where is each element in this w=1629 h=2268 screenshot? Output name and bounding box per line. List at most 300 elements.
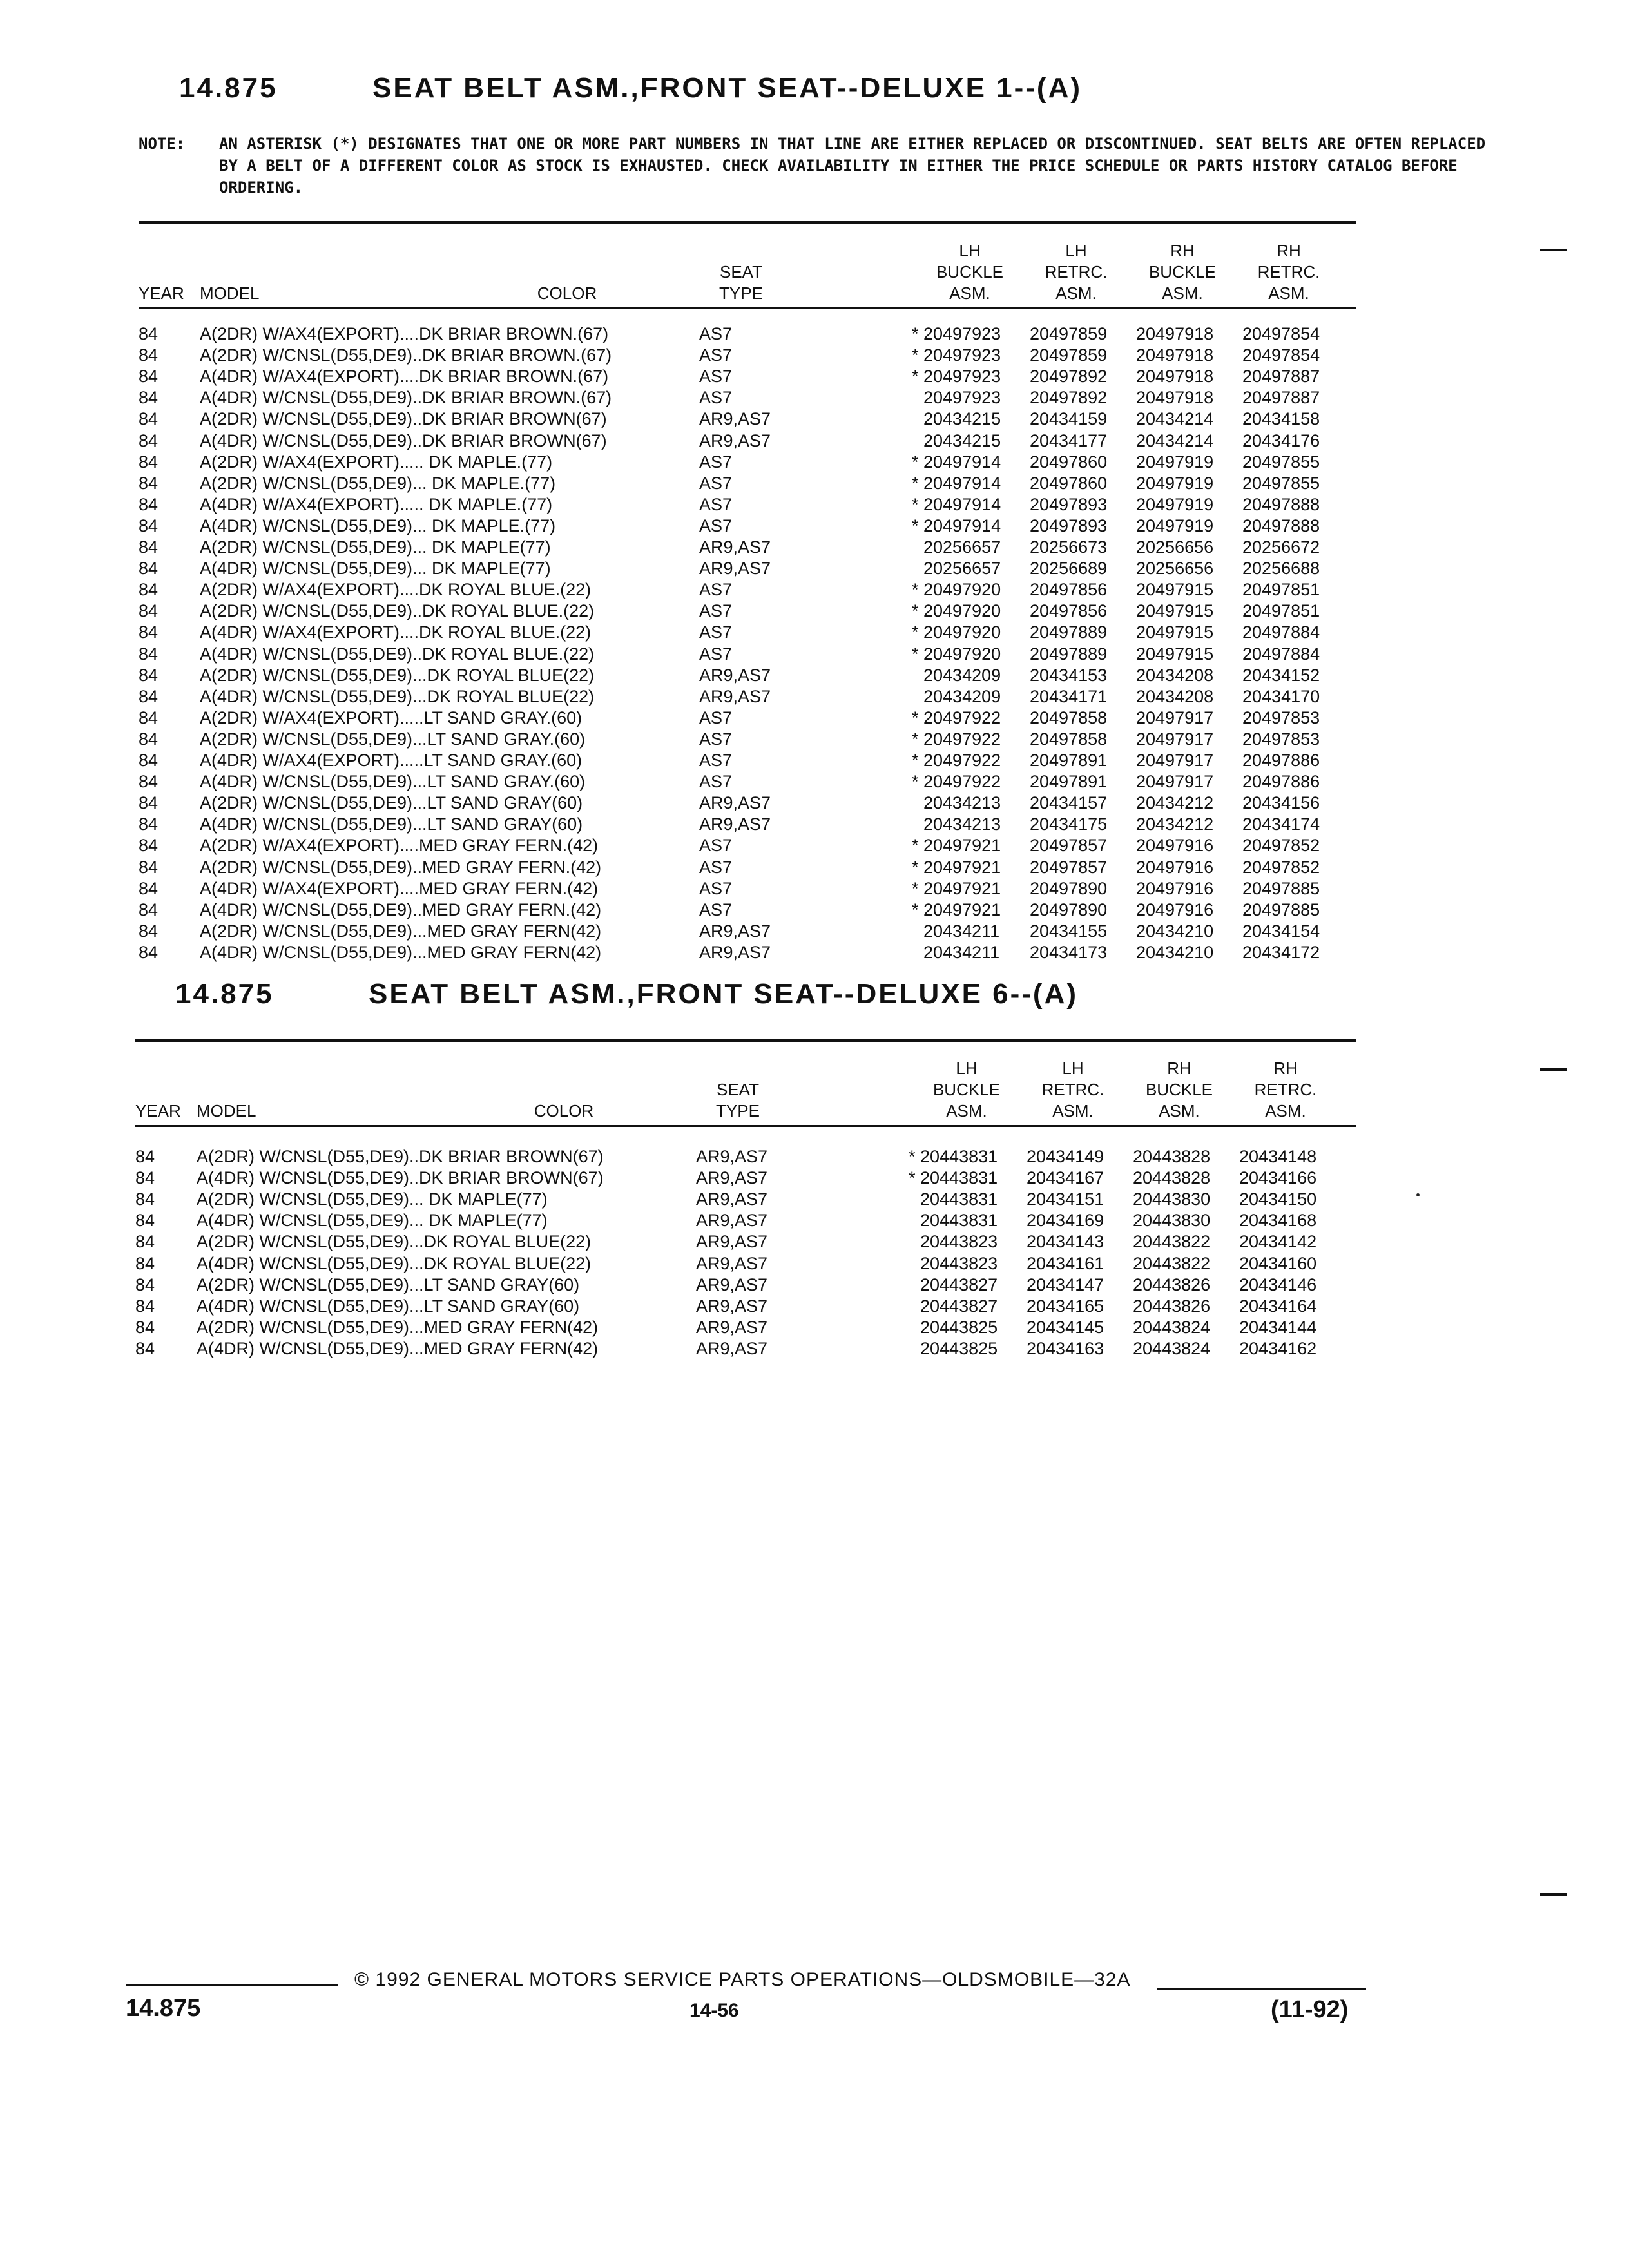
- rh-buckle-cell: 20497919: [1136, 452, 1214, 472]
- lh-buckle-cell: 20497922: [923, 772, 1001, 792]
- asterisk-marker: *: [912, 644, 919, 664]
- seat-type-cell: AR9,AS7: [699, 921, 771, 941]
- rh-retrc-cell: 20256672: [1242, 537, 1320, 557]
- year-cell: 84: [139, 899, 159, 919]
- lh-retrc-cell: 20497859: [1030, 345, 1108, 365]
- header-color: COLOR: [537, 284, 597, 303]
- rh-retrc-cell: 20497855: [1242, 452, 1320, 472]
- header-rh-retrc: [1240, 240, 1337, 304]
- asterisk-marker: *: [912, 857, 919, 877]
- table-row: [135, 1254, 1629, 1275]
- lh-buckle-cell: 20497920: [923, 644, 1001, 664]
- year-cell: 84: [139, 751, 159, 770]
- seat-type-cell: AR9,AS7: [699, 686, 771, 706]
- year-cell: 84: [139, 388, 159, 408]
- rh-retrc-cell: 20256688: [1242, 559, 1320, 579]
- note-text: AN ASTERISK (*) DESIGNATES THAT ONE OR MORE PART NUMBERS IN THAT LINE ARE EITHER REPLACED OR DISCONTINUED. SEAT BELTS ARE OFTEN REPLACED BY A BELT OF A DIFFERENT COLOR AS STOCK IS EXHAUSTED. CHECK AVAILABILITY IN EITHER THE PRICE SCHEDULE OR PARTS HISTORY CATALOG BEFORE ORDERING.: [219, 135, 1486, 197]
- rh-buckle-cell: 20443830: [1133, 1189, 1211, 1209]
- table-row: [139, 900, 1629, 921]
- lh-retrc-cell: 20497859: [1030, 324, 1108, 343]
- year-cell: 84: [139, 601, 159, 621]
- header-rh-retrc-line: RETRC.: [1254, 1080, 1317, 1099]
- rh-buckle-cell: 20434210: [1136, 942, 1214, 962]
- model-color-cell: A(2DR) W/CNSL(D55,DE9)...LT SAND GRAY(60): [197, 1274, 580, 1294]
- year-cell: 84: [139, 707, 159, 727]
- year-cell: 84: [139, 644, 159, 664]
- header-lh-retrc-line: ASM.: [1052, 1101, 1094, 1120]
- header-rh-retrc-line: RETRC.: [1257, 262, 1320, 282]
- year-cell: 84: [139, 345, 159, 365]
- asterisk-marker: *: [912, 622, 919, 642]
- lh-buckle-cell: 20434211: [923, 921, 1000, 941]
- rh-buckle-cell: 20497915: [1136, 580, 1214, 600]
- rh-buckle-cell: 20497918: [1136, 388, 1214, 408]
- header-rule-top-2: [135, 1039, 1356, 1042]
- model-color-cell: A(4DR) W/CNSL(D55,DE9)...MED GRAY FERN(42): [200, 942, 602, 962]
- rh-retrc-cell: 20497885: [1242, 878, 1320, 898]
- seat-type-cell: AS7: [699, 857, 733, 877]
- header-rh-buckle-line: RH: [1170, 241, 1195, 260]
- header-rh-buckle-line: ASM.: [1162, 284, 1203, 303]
- asterisk-marker: *: [912, 324, 919, 343]
- rh-retrc-cell: 20497855: [1242, 473, 1320, 493]
- rh-retrc-cell: 20497888: [1242, 515, 1320, 535]
- lh-retrc-cell: 20497892: [1030, 367, 1108, 387]
- rh-retrc-cell: 20497888: [1242, 494, 1320, 514]
- rh-buckle-cell: 20434212: [1136, 793, 1214, 813]
- header-lh-buckle: [918, 1058, 1015, 1122]
- lh-buckle-cell: 20434215: [923, 430, 1001, 450]
- lh-retrc-cell: 20497890: [1030, 878, 1108, 898]
- asterisk-marker: *: [912, 707, 919, 727]
- footer-section-number: 14.875: [126, 1995, 201, 2022]
- lh-buckle-cell: 20443825: [920, 1338, 998, 1358]
- rh-buckle-cell: 20497918: [1136, 367, 1214, 387]
- margin-mark: [1540, 249, 1567, 251]
- header-rh-buckle: [1134, 240, 1231, 304]
- header-seat-type-line: TYPE: [716, 1101, 760, 1120]
- rh-retrc-cell: 20497854: [1242, 324, 1320, 343]
- lh-retrc-cell: 20497889: [1030, 644, 1108, 664]
- table-row: [139, 474, 1629, 495]
- rh-retrc-cell: 20434148: [1239, 1147, 1317, 1166]
- header-lh-buckle-line: LH: [956, 1059, 978, 1078]
- rh-buckle-cell: 20497916: [1136, 878, 1214, 898]
- rh-buckle-cell: 20443826: [1133, 1274, 1211, 1294]
- model-color-cell: A(4DR) W/CNSL(D55,DE9)...LT SAND GRAY.(60): [200, 772, 586, 792]
- table-row: [139, 495, 1629, 516]
- lh-retrc-cell: 20434159: [1030, 409, 1108, 429]
- table-row: [135, 1147, 1629, 1168]
- table-row: [139, 879, 1629, 900]
- seat-type-cell: AS7: [699, 878, 733, 898]
- year-cell: 84: [139, 729, 159, 749]
- lh-retrc-cell: 20497892: [1030, 388, 1108, 408]
- rh-buckle-cell: 20497917: [1136, 707, 1214, 727]
- header-seat-type: [693, 262, 789, 304]
- section-heading-1: SEAT BELT ASM.,FRONT SEAT--DELUXE 1--(A): [372, 72, 1082, 104]
- model-color-cell: A(4DR) W/CNSL(D55,DE9)... DK MAPLE.(77): [200, 515, 556, 535]
- model-color-cell: A(4DR) W/CNSL(D55,DE9)..DK ROYAL BLUE.(22): [200, 644, 595, 664]
- rh-buckle-cell: 20256656: [1136, 559, 1214, 579]
- lh-retrc-cell: 20434147: [1027, 1274, 1104, 1294]
- header-lh-retrc-line: LH: [1065, 241, 1087, 260]
- model-color-cell: A(4DR) W/CNSL(D55,DE9)...DK ROYAL BLUE(22): [197, 1253, 592, 1273]
- header-rh-retrc-line: ASM.: [1265, 1101, 1306, 1120]
- lh-buckle-cell: 20497921: [923, 899, 1001, 919]
- lh-buckle-cell: 20434215: [923, 409, 1001, 429]
- model-color-cell: A(2DR) W/CNSL(D55,DE9)...LT SAND GRAY.(60): [200, 729, 586, 749]
- table-row: [135, 1339, 1629, 1360]
- rh-buckle-cell: 20443824: [1133, 1317, 1211, 1337]
- seat-type-cell: AR9,AS7: [696, 1338, 768, 1358]
- lh-buckle-cell: 20434211: [923, 942, 1000, 962]
- lh-retrc-cell: 20497890: [1030, 899, 1108, 919]
- section-number-1: 14.875: [179, 72, 278, 104]
- seat-type-cell: AR9,AS7: [699, 814, 771, 834]
- lh-retrc-cell: 20434165: [1027, 1296, 1104, 1316]
- lh-retrc-cell: 20434173: [1030, 942, 1108, 962]
- rh-retrc-cell: 20497852: [1242, 857, 1320, 877]
- year-cell: 84: [135, 1147, 155, 1166]
- table-row: [135, 1318, 1629, 1339]
- rh-buckle-cell: 20434214: [1136, 430, 1214, 450]
- lh-buckle-cell: 20497914: [923, 473, 1001, 493]
- seat-type-cell: AR9,AS7: [699, 430, 771, 450]
- lh-buckle-cell: 20443823: [920, 1253, 998, 1273]
- rh-retrc-cell: 20434144: [1239, 1317, 1317, 1337]
- year-cell: 84: [139, 324, 159, 343]
- year-cell: 84: [135, 1274, 155, 1294]
- model-color-cell: A(4DR) W/CNSL(D55,DE9)...LT SAND GRAY(60): [197, 1296, 580, 1316]
- year-cell: 84: [139, 580, 159, 600]
- year-cell: 84: [139, 814, 159, 834]
- header-seat-type-line: SEAT: [720, 262, 762, 282]
- asterisk-marker: *: [912, 494, 919, 514]
- lh-buckle-cell: 20497920: [923, 601, 1001, 621]
- year-cell: 84: [139, 772, 159, 792]
- lh-retrc-cell: 20434143: [1027, 1232, 1104, 1252]
- header-year: YEAR: [139, 284, 184, 303]
- table-row: [139, 367, 1629, 388]
- lh-retrc-cell: 20256673: [1030, 537, 1108, 557]
- header-lh-buckle-line: ASM.: [946, 1101, 987, 1120]
- rh-buckle-cell: 20443822: [1133, 1253, 1211, 1273]
- table-row: [139, 644, 1629, 666]
- asterisk-marker: *: [912, 345, 919, 365]
- rh-retrc-cell: 20434170: [1242, 686, 1320, 706]
- rh-buckle-cell: 20443828: [1133, 1147, 1211, 1166]
- table-row: [139, 601, 1629, 622]
- lh-buckle-cell: 20497914: [923, 452, 1001, 472]
- model-color-cell: A(2DR) W/AX4(EXPORT)....DK ROYAL BLUE.(22): [200, 580, 592, 600]
- seat-type-cell: AR9,AS7: [699, 942, 771, 962]
- model-color-cell: A(2DR) W/AX4(EXPORT)....DK BRIAR BROWN.(67): [200, 324, 609, 343]
- rh-buckle-cell: 20434208: [1136, 686, 1214, 706]
- model-color-cell: A(2DR) W/AX4(EXPORT)..... DK MAPLE.(77): [200, 452, 553, 472]
- lh-buckle-cell: 20443831: [920, 1211, 998, 1231]
- header-year: YEAR: [135, 1101, 181, 1120]
- lh-retrc-cell: 20256689: [1030, 559, 1108, 579]
- rh-buckle-cell: 20443824: [1133, 1338, 1211, 1358]
- year-cell: 84: [139, 686, 159, 706]
- lh-retrc-cell: 20434163: [1027, 1338, 1104, 1358]
- lh-buckle-cell: 20256657: [923, 559, 1001, 579]
- table-row: [139, 324, 1629, 345]
- table-row: [139, 580, 1629, 601]
- rh-buckle-cell: 20497919: [1136, 473, 1214, 493]
- rh-retrc-cell: 20434150: [1239, 1189, 1317, 1209]
- lh-buckle-cell: 20497920: [923, 580, 1001, 600]
- year-cell: 84: [135, 1211, 155, 1231]
- model-color-cell: A(2DR) W/CNSL(D55,DE9)...DK ROYAL BLUE(22): [197, 1232, 592, 1252]
- rh-retrc-cell: 20497886: [1242, 772, 1320, 792]
- model-color-cell: A(4DR) W/CNSL(D55,DE9)...MED GRAY FERN(42): [197, 1338, 599, 1358]
- model-color-cell: A(2DR) W/CNSL(D55,DE9)..DK BRIAR BROWN(67): [200, 409, 607, 429]
- section-title-2: [175, 978, 1078, 1010]
- lh-retrc-cell: 20434151: [1027, 1189, 1104, 1209]
- model-color-cell: A(4DR) W/CNSL(D55,DE9)...LT SAND GRAY(60): [200, 814, 583, 834]
- rh-buckle-cell: 20434210: [1136, 921, 1214, 941]
- rh-retrc-cell: 20497853: [1242, 729, 1320, 749]
- rh-buckle-cell: 20497915: [1136, 622, 1214, 642]
- rh-buckle-cell: 20443822: [1133, 1232, 1211, 1252]
- header-rh-buckle-line: RH: [1167, 1059, 1191, 1078]
- seat-type-cell: AR9,AS7: [696, 1211, 768, 1231]
- rh-buckle-cell: 20497916: [1136, 836, 1214, 856]
- seat-type-cell: AR9,AS7: [696, 1296, 768, 1316]
- model-color-cell: A(4DR) W/CNSL(D55,DE9)... DK MAPLE(77): [200, 559, 551, 579]
- rh-retrc-cell: 20434164: [1239, 1296, 1317, 1316]
- rh-retrc-cell: 20434142: [1239, 1232, 1317, 1252]
- seat-type-cell: AS7: [699, 729, 733, 749]
- footer-rule-left: [126, 1984, 338, 1986]
- header-lh-buckle: [921, 240, 1018, 304]
- header-lh-retrc-line: ASM.: [1055, 284, 1097, 303]
- year-cell: 84: [139, 367, 159, 387]
- lh-buckle-cell: 20497922: [923, 707, 1001, 727]
- rh-retrc-cell: 20434160: [1239, 1253, 1317, 1273]
- rh-buckle-cell: 20497916: [1136, 857, 1214, 877]
- table-row: [139, 943, 1629, 964]
- lh-buckle-cell: 20434209: [923, 665, 1001, 685]
- table-row: [139, 452, 1629, 474]
- footer-copyright: © 1992 GENERAL MOTORS SERVICE PARTS OPERATIONS—OLDSMOBILE—32A: [354, 1969, 1131, 1990]
- seat-type-cell: AR9,AS7: [696, 1232, 768, 1252]
- seat-type-cell: AR9,AS7: [696, 1317, 768, 1337]
- lh-retrc-cell: 20434157: [1030, 793, 1108, 813]
- seat-type-cell: AR9,AS7: [699, 537, 771, 557]
- lh-buckle-cell: 20497923: [923, 388, 1001, 408]
- table-row: [135, 1168, 1629, 1189]
- seat-type-cell: AS7: [699, 367, 733, 387]
- year-cell: 84: [139, 793, 159, 813]
- table-row: [139, 516, 1629, 537]
- lh-buckle-cell: 20497921: [923, 836, 1001, 856]
- year-cell: 84: [139, 921, 159, 941]
- lh-retrc-cell: 20434153: [1030, 665, 1108, 685]
- year-cell: 84: [135, 1232, 155, 1252]
- lh-retrc-cell: 20434149: [1027, 1147, 1104, 1166]
- header-rule-bottom-1: [139, 307, 1356, 309]
- table-row: [139, 921, 1629, 943]
- margin-dot: [1416, 1193, 1420, 1196]
- model-color-cell: A(2DR) W/CNSL(D55,DE9)..DK ROYAL BLUE.(22): [200, 601, 595, 621]
- asterisk-marker: *: [912, 367, 919, 387]
- header-lh-retrc-line: LH: [1062, 1059, 1084, 1078]
- asterisk-marker: *: [912, 601, 919, 621]
- lh-retrc-cell: 20497893: [1030, 494, 1108, 514]
- year-cell: 84: [135, 1168, 155, 1188]
- model-color-cell: A(2DR) W/CNSL(D55,DE9)... DK MAPLE(77): [200, 537, 551, 557]
- header-lh-retrc-line: RETRC.: [1041, 1080, 1104, 1099]
- lh-buckle-cell: 20497923: [923, 367, 1001, 387]
- model-color-cell: A(2DR) W/CNSL(D55,DE9)...DK ROYAL BLUE(22): [200, 665, 595, 685]
- header-rh-buckle: [1131, 1058, 1228, 1122]
- model-color-cell: A(2DR) W/CNSL(D55,DE9)...MED GRAY FERN(42): [197, 1317, 599, 1337]
- table-row: [139, 793, 1629, 814]
- seat-type-cell: AR9,AS7: [696, 1168, 768, 1188]
- seat-type-cell: AS7: [699, 452, 733, 472]
- seat-type-cell: AS7: [699, 836, 733, 856]
- model-color-cell: A(2DR) W/CNSL(D55,DE9)..MED GRAY FERN.(42): [200, 857, 602, 877]
- table-row: [139, 708, 1629, 729]
- header-lh-buckle-line: LH: [959, 241, 981, 260]
- seat-type-cell: AS7: [699, 388, 733, 408]
- lh-buckle-cell: 20434213: [923, 793, 1001, 813]
- rh-retrc-cell: 20497851: [1242, 601, 1320, 621]
- year-cell: 84: [139, 494, 159, 514]
- model-color-cell: A(4DR) W/CNSL(D55,DE9)...DK ROYAL BLUE(22): [200, 686, 595, 706]
- model-color-cell: A(4DR) W/CNSL(D55,DE9)... DK MAPLE(77): [197, 1211, 548, 1231]
- rh-retrc-cell: 20497884: [1242, 622, 1320, 642]
- year-cell: 84: [135, 1338, 155, 1358]
- lh-retrc-cell: 20434161: [1027, 1253, 1104, 1273]
- rh-buckle-cell: 20497919: [1136, 494, 1214, 514]
- header-lh-retrc: [1028, 240, 1124, 304]
- rh-buckle-cell: 20434214: [1136, 409, 1214, 429]
- rh-retrc-cell: 20434158: [1242, 409, 1320, 429]
- lh-buckle-cell: 20443831: [920, 1168, 998, 1188]
- seat-type-cell: AS7: [699, 345, 733, 365]
- year-cell: 84: [139, 836, 159, 856]
- seat-type-cell: AS7: [699, 622, 733, 642]
- rh-buckle-cell: 20497918: [1136, 324, 1214, 343]
- header-lh-buckle-line: BUCKLE: [936, 262, 1004, 282]
- lh-retrc-cell: 20497860: [1030, 452, 1108, 472]
- table-row: [139, 858, 1629, 879]
- year-cell: 84: [135, 1189, 155, 1209]
- lh-buckle-cell: 20443827: [920, 1296, 998, 1316]
- rh-retrc-cell: 20497887: [1242, 367, 1320, 387]
- model-color-cell: A(4DR) W/AX4(EXPORT).....LT SAND GRAY.(60): [200, 751, 583, 770]
- lh-retrc-cell: 20497893: [1030, 515, 1108, 535]
- year-cell: 84: [139, 559, 159, 579]
- rh-retrc-cell: 20434168: [1239, 1211, 1317, 1231]
- rh-buckle-cell: 20497917: [1136, 729, 1214, 749]
- rh-retrc-cell: 20434156: [1242, 793, 1320, 813]
- rh-retrc-cell: 20497852: [1242, 836, 1320, 856]
- lh-buckle-cell: 20497923: [923, 324, 1001, 343]
- rh-retrc-cell: 20434152: [1242, 665, 1320, 685]
- seat-type-cell: AS7: [699, 515, 733, 535]
- year-cell: 84: [139, 473, 159, 493]
- rh-buckle-cell: 20497918: [1136, 345, 1214, 365]
- lh-buckle-cell: 20497922: [923, 729, 1001, 749]
- asterisk-marker: *: [912, 878, 919, 898]
- rh-buckle-cell: 20443830: [1133, 1211, 1211, 1231]
- rh-retrc-cell: 20497853: [1242, 707, 1320, 727]
- seat-type-cell: AR9,AS7: [699, 665, 771, 685]
- year-cell: 84: [139, 857, 159, 877]
- lh-retrc-cell: 20434171: [1030, 686, 1108, 706]
- rh-buckle-cell: 20434212: [1136, 814, 1214, 834]
- table-row: [139, 751, 1629, 772]
- year-cell: 84: [139, 515, 159, 535]
- rh-retrc-cell: 20434176: [1242, 430, 1320, 450]
- table-row: [135, 1189, 1629, 1211]
- lh-buckle-cell: 20497921: [923, 857, 1001, 877]
- rh-retrc-cell: 20434146: [1239, 1274, 1317, 1294]
- lh-buckle-cell: 20497921: [923, 878, 1001, 898]
- rh-retrc-cell: 20497886: [1242, 751, 1320, 770]
- lh-buckle-cell: 20497914: [923, 494, 1001, 514]
- header-seat-type-line: TYPE: [719, 284, 763, 303]
- rh-buckle-cell: 20443828: [1133, 1168, 1211, 1188]
- rh-retrc-cell: 20497854: [1242, 345, 1320, 365]
- lh-retrc-cell: 20434167: [1027, 1168, 1104, 1188]
- rh-buckle-cell: 20497917: [1136, 772, 1214, 792]
- table-row: [139, 388, 1629, 409]
- lh-buckle-cell: 20497923: [923, 345, 1001, 365]
- table-row: [139, 836, 1629, 857]
- rh-retrc-cell: 20497851: [1242, 580, 1320, 600]
- header-rh-buckle-line: BUCKLE: [1145, 1080, 1213, 1099]
- model-color-cell: A(2DR) W/CNSL(D55,DE9)..DK BRIAR BROWN.(67): [200, 345, 612, 365]
- margin-mark: [1540, 1893, 1567, 1896]
- year-cell: 84: [139, 452, 159, 472]
- asterisk-marker: *: [912, 836, 919, 856]
- model-color-cell: A(4DR) W/AX4(EXPORT)..... DK MAPLE.(77): [200, 494, 553, 514]
- header-seat-type-line: SEAT: [717, 1080, 759, 1099]
- lh-retrc-cell: 20497858: [1030, 729, 1108, 749]
- header-lh-retrc-line: RETRC.: [1045, 262, 1108, 282]
- section-heading-2: SEAT BELT ASM.,FRONT SEAT--DELUXE 6--(A): [369, 978, 1078, 1010]
- margin-mark: [1540, 1068, 1567, 1071]
- rh-retrc-cell: 20497885: [1242, 899, 1320, 919]
- lh-buckle-cell: 20434209: [923, 686, 1001, 706]
- rh-buckle-cell: 20497917: [1136, 751, 1214, 770]
- lh-buckle-cell: 20443831: [920, 1189, 998, 1209]
- header-rh-buckle-line: ASM.: [1159, 1101, 1200, 1120]
- lh-retrc-cell: 20497856: [1030, 601, 1108, 621]
- year-cell: 84: [139, 430, 159, 450]
- lh-retrc-cell: 20497856: [1030, 580, 1108, 600]
- lh-retrc-cell: 20434155: [1030, 921, 1108, 941]
- model-color-cell: A(2DR) W/CNSL(D55,DE9)... DK MAPLE(77): [197, 1189, 548, 1209]
- seat-type-cell: AS7: [699, 751, 733, 770]
- year-cell: 84: [135, 1317, 155, 1337]
- model-color-cell: A(4DR) W/AX4(EXPORT)....MED GRAY FERN.(42): [200, 878, 599, 898]
- lh-retrc-cell: 20497891: [1030, 751, 1108, 770]
- note-label: NOTE:: [139, 135, 186, 153]
- footer-page-number: 14-56: [689, 2000, 739, 2021]
- asterisk-marker: *: [912, 751, 919, 770]
- seat-type-cell: AR9,AS7: [699, 559, 771, 579]
- header-rh-retrc: [1237, 1058, 1334, 1122]
- rh-buckle-cell: 20497915: [1136, 601, 1214, 621]
- lh-buckle-cell: 20443827: [920, 1274, 998, 1294]
